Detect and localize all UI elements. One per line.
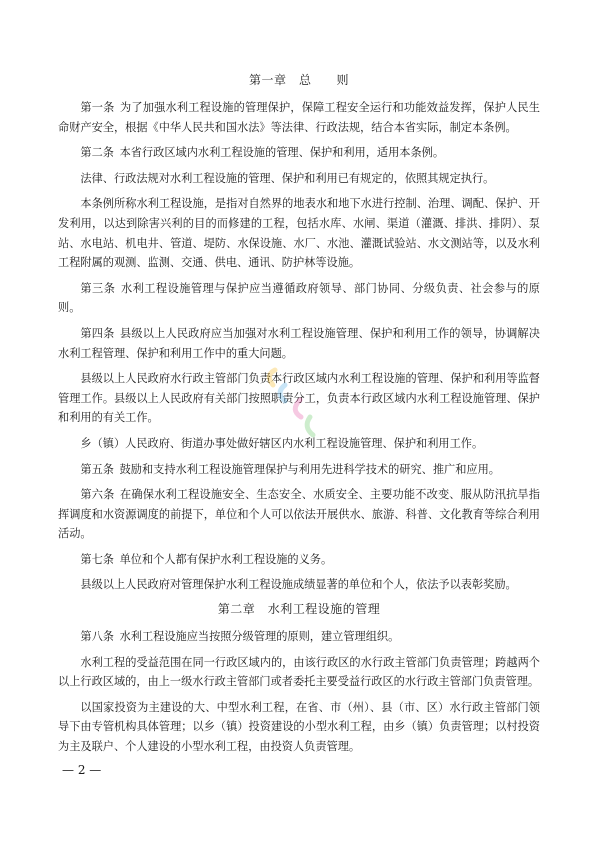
article-number: 第一条: [80, 101, 115, 114]
paragraph: [58, 550, 540, 570]
paragraph-text: 乡（镇）人民政府、街道办事处做好辖区内水利工程设施管理、保护和利用工作。: [80, 436, 484, 450]
paragraph: [58, 98, 540, 137]
chapter2-title: 第二章 水利工程设施的管理: [217, 602, 381, 617]
paragraph-text: 县级以上人民政府水行政主管部门负责本行政区域内水利工程设施的管理、保护和利用等监督管理工作。县级以上人民政府有关部门按照职责分工，负责本行政区域内水利工程设施管理、保护和利用的有关工作。: [58, 372, 540, 425]
article-number: 第四条: [80, 326, 115, 340]
paragraph: [58, 194, 540, 272]
paragraph-text: 在确保水利工程设施安全、生态安全、水质安全、主要功能不改变、服从防汛抗旱指挥调度和水资源调度的前提下，单位和个人可以依法开展供水、旅游、科普、文化教育等综合利用活动。: [58, 488, 540, 541]
article-number: 第五条: [80, 462, 114, 476]
paragraph-text: 以国家投资为主建设的大、中型水利工程，在省、市（州）、县（市、区）水行政主管部门领导下由专管机构具体管理；以乡（镇）投资建设的小型水利工程，由乡（镇）负责管理；以村投资为主及联户、个人建设的小型水利工程，由投资人负责管理。: [58, 700, 540, 754]
paragraph-text: 本省行政区域内水利工程设施的管理、保护和利用，适用本条例。: [119, 146, 445, 160]
chapter1-title: 第一章 总 则: [248, 73, 349, 87]
article-number: 第六条: [80, 488, 115, 502]
paragraph-text: 法律、行政法规对水利工程设施的管理、保护和利用已有规定的，依照其规定执行。: [80, 171, 495, 185]
paragraph-text: 水利工程设施管理与保护应当遵循政府领导、部门协同、分级负责、社会参与的原则。: [58, 281, 540, 315]
paragraph: [58, 485, 540, 544]
paragraph-text: 水利工程设施应当按照分级管理的原则，建立管理组织。: [119, 630, 400, 644]
paragraph: [58, 460, 540, 480]
article-number: 第七条: [80, 552, 114, 566]
paragraph: [58, 627, 540, 647]
paragraph: [58, 143, 540, 163]
article-number: 第三条: [80, 281, 116, 295]
paragraph: [58, 653, 540, 692]
watermark-logo-icon: [255, 355, 335, 455]
paragraph: [58, 575, 540, 595]
paragraph-text: 水利工程的受益范围在同一行政区域内的，由该行政区的水行政主管部门负责管理；跨越两个以上行政区域的，由上一级水行政主管部门或者委托主要受益行政区的水行政主管部门负责管理。: [58, 655, 540, 689]
paragraph-text: 本条例所称水利工程设施，是指对自然界的地表水和地下水进行控制、治理、调配、保护、开发利用，以达到除害兴利的目的而修建的工程，包括水库、水闸、渠道（灌溉、排洪、排阴）、泵站、水电站、机电井、管道、堤防、水保设施、水厂、水池、灌溉试验站、水文测站等，以及水利工程附属的观测、监测、交通、供电、通讯、防护林等设施。: [58, 197, 540, 270]
paragraph-text: 县级以上人民政府对管理保护水利工程设施成绩显著的单位和个人，依法予以表彰奖励。: [80, 578, 517, 592]
paragraph-text: 单位和个人都有保护水利工程设施的义务。: [119, 552, 333, 566]
chapter1-body: [58, 98, 540, 595]
page-number: — 2 —: [62, 763, 102, 777]
paragraph-text: 鼓励和支持水利工程设施管理保护与利用先进科学技术的研究、推广和应用。: [119, 462, 500, 476]
chapter2-body: [58, 627, 540, 757]
paragraph-text: 县级以上人民政府应当加强对水利工程设施管理、保护和利用工作的领导，协调解决水利工程管理、保护和利用工作中的重大问题。: [58, 326, 540, 360]
paragraph: [58, 279, 540, 318]
paragraph: [58, 169, 540, 189]
paragraph: [58, 698, 540, 757]
article-number: 第八条: [80, 630, 114, 644]
paragraph-text: 为了加强水利工程设施的管理保护，保障工程安全运行和功能效益发挥，保护人民生命财产安全，根据《中华人民共和国水法》等法律、行政法规，结合本省实际，制定本条例。: [58, 101, 540, 134]
article-number: 第二条: [80, 146, 114, 160]
